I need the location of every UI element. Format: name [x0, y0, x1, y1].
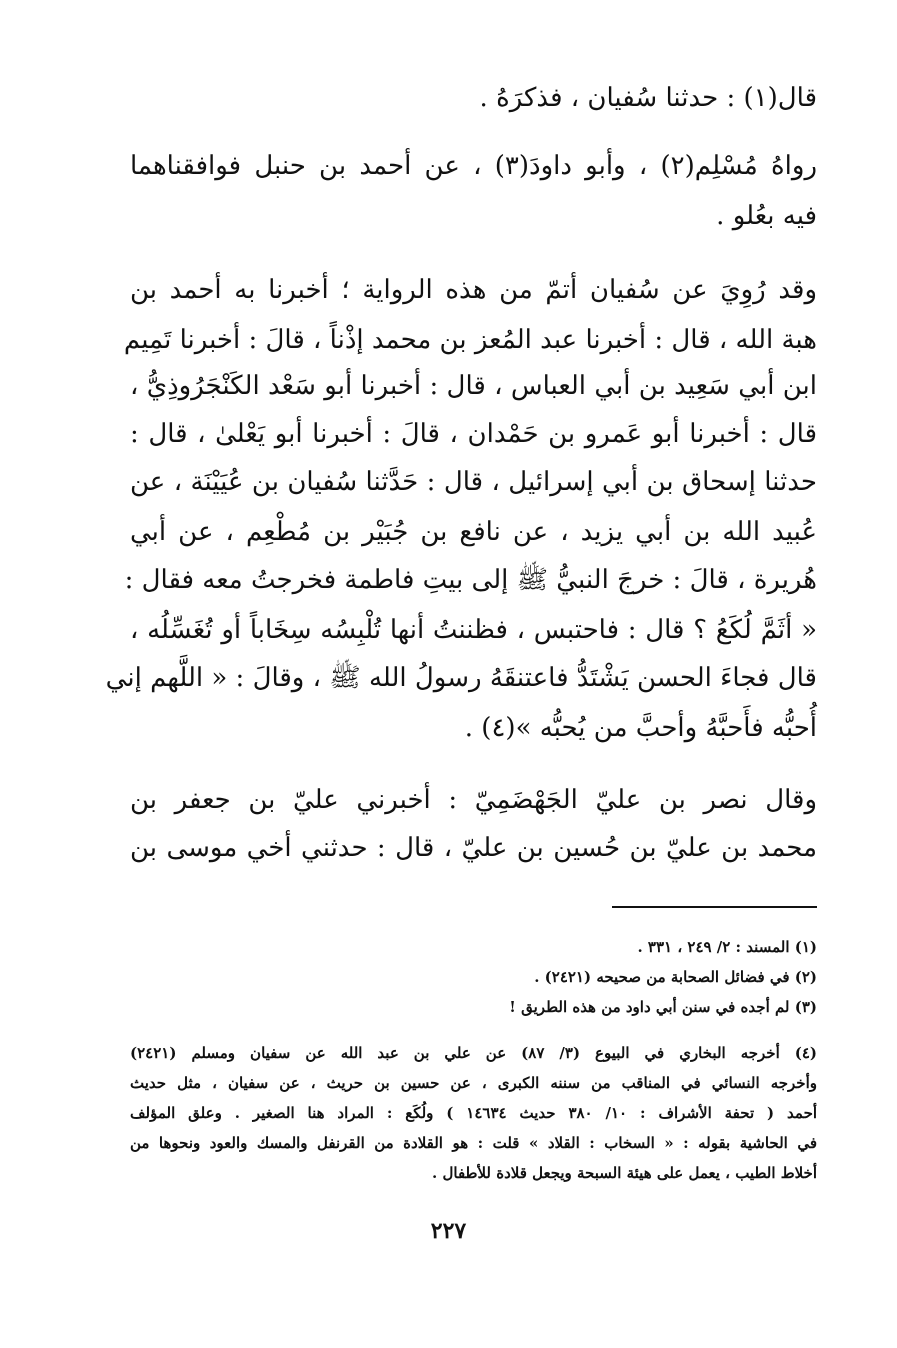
text-line: رواهُ مُسْلِم(٢) ، وأبو داودَ(٣) ، عن أحمد بن حنبل فوافقناهما	[130, 151, 818, 181]
text-line: قال(١) : حدثنا سُفيان ، فذكرَهُ .	[479, 83, 817, 113]
footnote: (٢) في فضائل الصحابة من صحيحه (٢٤٢١) .	[534, 968, 817, 986]
text-line: فيه بعُلو .	[716, 201, 817, 231]
text-line: ابن أبي سَعِيد بن أبي العباس ، قال : أخبرنا أبو سَعْد الكَنْجَرُوذِيُّ ،	[130, 371, 817, 401]
text-line: أُحبُّه فأَحبَّهُ وأحبَّ من يُحبُّه »(٤) .	[464, 713, 817, 743]
text-line: حدثنا إسحاق بن أبي إسرائيل ، قال : حَدَّثنا سُفيان بن عُيَيْنَة ، عن	[130, 467, 817, 497]
footnote-separator	[612, 906, 817, 908]
text-line: عُبيد الله بن أبي يزيد ، عن نافع بن جُبَيْر بن مُطْعِم ، عن أبي	[130, 517, 817, 547]
text-line: محمد بن عليّ بن حُسين بن عليّ ، قال : حدثني أخي موسى بن	[130, 833, 817, 863]
footnote-continuation: وأخرجه النسائي في المناقب من سننه الكبرى ، عن حسين بن حريث ، عن سفيان ، مثل حديث	[130, 1074, 817, 1092]
text-line: « أثَمَّ لُكَعُ ؟ قال : فاحتبس ، فظننتُ أنها تُلْبِسُه سِخَاباً أو تُغَسِّلُه ،	[130, 615, 817, 645]
text-line: هُريرة ، قالَ : خرجَ النبيُّ ﷺ إلى بيتِ فاطمة فخرجتُ معه فقال :	[124, 565, 817, 595]
footnote: (٣) لم أجده في سنن أبي داود من هذه الطريق !	[509, 998, 817, 1016]
footnote-continuation: أحمد ( تحفة الأشراف : ١٠/ ٣٨٠ حديث ١٤٦٣٤ ) ولُكَع : المراد هنا الصغير . وعلق المؤلف	[130, 1104, 818, 1122]
footnote-continuation: في الحاشية بقوله : « السخاب : القلاد » قلت : هو القلادة من القرنفل والمسك والعود ونحوها من	[130, 1134, 817, 1152]
text-line: وقال نصر بن عليّ الجَهْضَمِيّ : أخبرني عليّ بن جعفر بن	[130, 785, 817, 815]
footnote-continuation: أخلاط الطيب ، يعمل على هيئة السبحة ويجعل قلادة للأطفال .	[432, 1164, 817, 1182]
text-line: هبة الله ، قال : أخبرنا عبد المُعز بن محمد إذْناً ، قالَ : أخبرنا تَمِيم	[123, 325, 817, 355]
text-line: قال فجاءَ الحسن يَشْتَدُّ فاعتنقَهُ رسولُ الله ﷺ ، وقالَ : « اللَّهم إني	[105, 663, 817, 693]
text-line: قال : أخبرنا أبو عَمرو بن حَمْدان ، قالَ : أخبرنا أبو يَعْلىٰ ، قال :	[130, 419, 817, 449]
page-number: ٢٢٧	[430, 1218, 467, 1244]
footnote: (١) المسند : ٢/ ٢٤٩ ، ٣٣١ .	[637, 938, 817, 956]
footnote: (٤) أخرجه البخاري في البيوع (٣/ ٨٧) عن علي بن عبد الله عن سفيان ومسلم (٢٤٢١)	[130, 1044, 817, 1062]
text-line: وقد رُوِيَ عن سُفيان أتمّ من هذه الرواية ؛ أخبرنا به أحمد بن	[130, 275, 817, 305]
